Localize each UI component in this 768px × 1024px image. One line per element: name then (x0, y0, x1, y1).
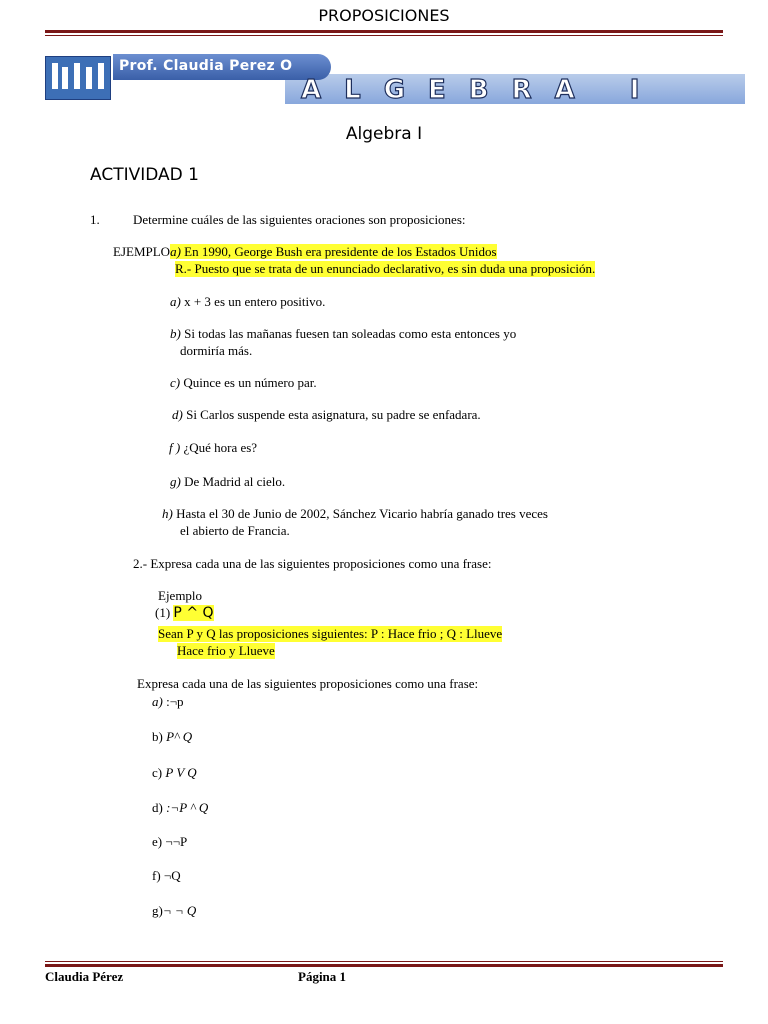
university-logo (45, 56, 111, 100)
q1-item-h-cont: el abierto de Francia. (180, 523, 290, 538)
q1-example-letter: a) (170, 244, 181, 259)
q2-item-d: d) :¬P ^ Q (152, 800, 209, 815)
q2-item-c: c) P V Q (152, 765, 197, 780)
professor-name: Prof. Claudia Perez O (119, 58, 293, 74)
course-title: Algebra I (345, 124, 423, 144)
q2-item-a: a) :¬p (152, 694, 184, 709)
q2-item-e: e) ¬¬P (152, 834, 188, 849)
q2-example-line (155, 605, 214, 621)
header-rule-thick (45, 30, 723, 33)
footer-page-number: Página 1 (298, 969, 347, 984)
q1-number: 1. (90, 212, 100, 227)
header-rule-thin (45, 35, 723, 36)
q1-item-h: h) Hasta el 30 de Junio de 2002, Sánchez Vicario habría ganado tres veces (162, 506, 548, 521)
q1-item-g: g) De Madrid al cielo. (170, 474, 286, 489)
q1-example (113, 244, 497, 260)
footer-rule-thick (45, 964, 723, 967)
activity-heading: ACTIVIDAD 1 (90, 165, 199, 185)
q1-item-f: f ) ¿Qué hora es? (169, 440, 258, 455)
q1-example-answer: R.- Puesto que se trata de un enunciado declarativo, es sin duda una proposición. (175, 261, 596, 276)
page-header-title: PROPOSICIONES (318, 6, 450, 25)
q2-example-label: Ejemplo (158, 588, 203, 603)
q2-example-answer: Hace frio y Llueve (177, 643, 275, 658)
q2-example-formula: P ^ Q (173, 605, 214, 621)
q1-prompt: Determine cuáles de las siguientes oraciones son proposiciones: (133, 212, 466, 227)
q1-item-c: c) Quince es un número par. (170, 375, 317, 390)
q1-item-b-cont: dormiría más. (180, 343, 253, 358)
footer-author: Claudia Pérez (45, 969, 124, 984)
footer-rule-thin (45, 961, 723, 962)
professor-name-plate (113, 54, 331, 80)
course-banner (45, 52, 745, 104)
q1-item-b: b) Si todas las mañanas fuesen tan soleadas como esta entonces yo (170, 326, 517, 341)
q2-example-definition: Sean P y Q las proposiciones siguientes: P : Hace frio ; Q : Llueve (158, 626, 503, 641)
q1-item-a: a) x + 3 es un entero positivo. (170, 294, 326, 309)
q2-prompt-2: Expresa cada una de las siguientes proposiciones como una frase: (137, 676, 479, 691)
q1-example-text: En 1990, George Bush era presidente de los Estados Unidos (180, 244, 497, 259)
q2-item-f: f) ¬Q (152, 868, 181, 883)
q2-prompt: 2.- Expresa cada una de las siguientes proposiciones como una frase: (133, 556, 492, 571)
q1-example-label: EJEMPLO (113, 244, 171, 259)
q2-item-b: b) P^ Q (152, 729, 193, 744)
q2-item-g: g)¬ ¬ Q (152, 903, 197, 918)
subject-banner-text: ALGEBRA I (301, 75, 663, 105)
q2-example-number: (1) (155, 605, 171, 620)
q1-item-d: d) Si Carlos suspende esta asignatura, su padre se enfadara. (172, 407, 481, 422)
